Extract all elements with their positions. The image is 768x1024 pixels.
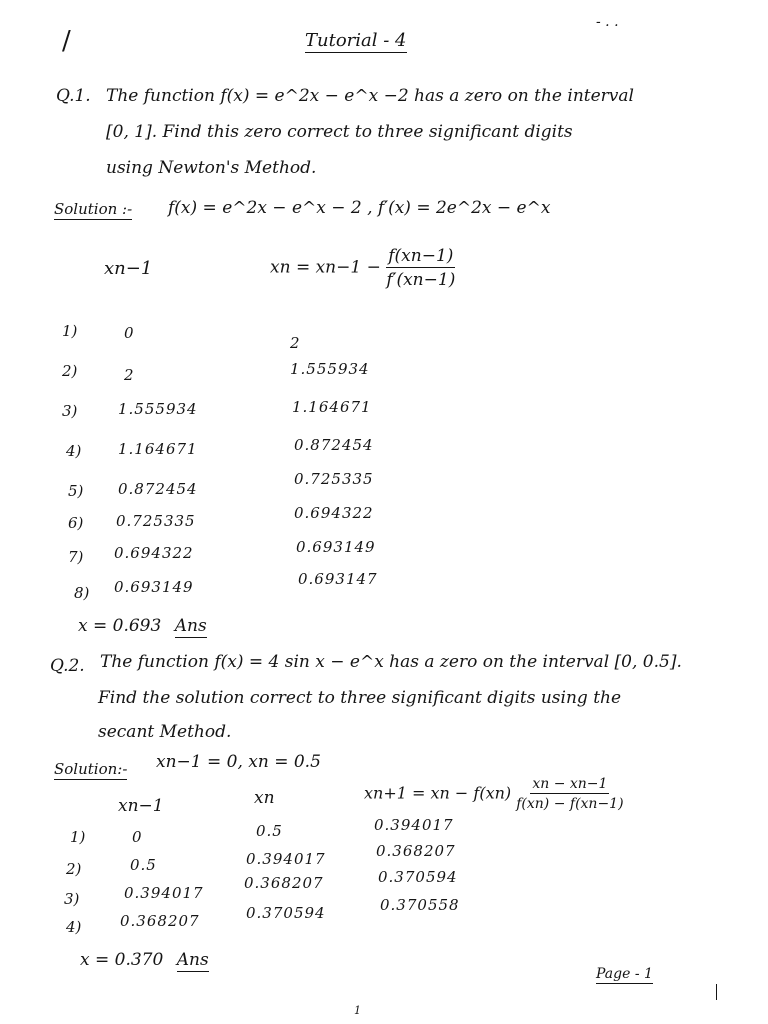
q2-text-line1: The function f(x) = 4 sin x − e^x has a zero on the interval [0, 0.5]. <box>100 652 682 672</box>
q1-row-index: 7) <box>68 548 84 566</box>
q1-newton-formula <box>270 246 455 290</box>
q2-initial-values: xn−1 = 0, xn = 0.5 <box>156 752 321 772</box>
q1-formula-lhs: xn = xn−1 − <box>270 257 381 278</box>
q2-row-prev: 0.394017 <box>124 884 204 902</box>
page-title: Tutorial - 4 <box>305 30 407 51</box>
q2-row-index: 3) <box>64 890 80 908</box>
q2-row-next: 0.394017 <box>374 816 454 834</box>
q2-label: Q.2. <box>50 656 85 676</box>
q1-formula-denominator: f′(xn−1) <box>386 270 456 290</box>
q2-row-next: 0.370558 <box>380 896 460 914</box>
q1-row-prev: 2 <box>124 366 135 384</box>
q2-secant-formula <box>364 776 624 812</box>
q1-label: Q.1. <box>56 86 91 106</box>
q2-row-prev: 0 <box>132 828 143 846</box>
q1-row-index: 1) <box>62 322 78 340</box>
bottom-mark: 1 <box>354 1004 361 1017</box>
q2-row-prev: 0.5 <box>130 856 157 874</box>
q1-row-prev: 0.872454 <box>118 480 198 498</box>
q1-solution-equation: f(x) = e^2x − e^x − 2 , f′(x) = 2e^2x − e^x <box>168 198 551 218</box>
q1-row-next: 0.693147 <box>298 570 378 588</box>
q1-row-index: 4) <box>66 442 82 460</box>
top-right-marks: - . . <box>596 14 619 30</box>
q2-row-cur: 0.370594 <box>246 904 326 922</box>
q1-row-prev: 1.164671 <box>118 440 198 458</box>
q1-row-next: 2 <box>290 334 301 352</box>
q1-formula-numerator: f(xn−1) <box>388 246 454 266</box>
q1-formula-fraction <box>386 246 455 290</box>
q1-column-prev-header: xn−1 <box>104 258 153 279</box>
q2-row-next: 0.370594 <box>378 868 458 886</box>
q2-row-index: 1) <box>70 828 86 846</box>
q1-text-line3: using Newton's Method. <box>106 158 317 178</box>
q2-text-line2: Find the solution correct to three significant digits using the <box>98 688 622 708</box>
q1-row-prev: 0.694322 <box>114 544 194 562</box>
q1-row-next: 0.694322 <box>294 504 374 522</box>
q2-row-next: 0.368207 <box>376 842 456 860</box>
q2-solution-label: Solution:- <box>54 760 128 778</box>
q2-text-line3: secant Method. <box>98 722 232 742</box>
margin-tick <box>716 984 717 1000</box>
q1-row-index: 2) <box>62 362 78 380</box>
q1-row-prev: 0.725335 <box>116 512 196 530</box>
q2-formula-fraction <box>516 776 623 812</box>
q1-row-index: 8) <box>74 584 90 602</box>
q2-row-cur: 0.394017 <box>246 850 326 868</box>
q2-row-cur: 0.368207 <box>244 874 324 892</box>
q1-row-next: 1.164671 <box>292 398 372 416</box>
q2-answer-tag: Ans <box>176 950 209 970</box>
q1-row-next: 1.555934 <box>290 360 370 378</box>
q1-row-index: 5) <box>68 482 84 500</box>
q1-text-line1: The function f(x) = e^2x − e^x −2 has a zero on the interval <box>106 86 634 106</box>
q1-answer-tag: Ans <box>174 616 207 636</box>
q2-formula-numerator: xn − xn−1 <box>532 776 608 792</box>
page-number-label: Page - 1 <box>596 966 653 982</box>
q1-row-next: 0.725335 <box>294 470 374 488</box>
corner-mark: / <box>62 26 71 56</box>
q1-row-prev: 0.693149 <box>114 578 194 596</box>
q2-row-prev: 0.368207 <box>120 912 200 930</box>
q1-row-next: 0.693149 <box>296 538 376 556</box>
q2-formula-lhs: xn+1 = xn − f(xn) <box>364 783 512 803</box>
q1-answer-value: x = 0.693 <box>78 616 162 636</box>
q1-row-index: 6) <box>68 514 84 532</box>
q2-column-cur-header: xn <box>254 788 275 808</box>
q2-row-index: 2) <box>66 860 82 878</box>
q1-row-next: 0.872454 <box>294 436 374 454</box>
q2-row-cur: 0.5 <box>256 822 283 840</box>
q1-row-prev: 0 <box>124 324 135 342</box>
q2-answer-value: x = 0.370 <box>80 950 164 970</box>
q1-solution-label: Solution :- <box>54 200 133 218</box>
q2-row-index: 4) <box>66 918 82 936</box>
q1-text-line2: [0, 1]. Find this zero correct to three significant digits <box>106 122 573 142</box>
q1-row-index: 3) <box>62 402 78 420</box>
q2-answer <box>80 950 209 970</box>
q1-answer <box>78 616 207 636</box>
q2-column-prev-header: xn−1 <box>118 796 164 816</box>
q1-row-prev: 1.555934 <box>118 400 198 418</box>
q2-formula-denominator: f(xn) − f(xn−1) <box>516 796 624 812</box>
